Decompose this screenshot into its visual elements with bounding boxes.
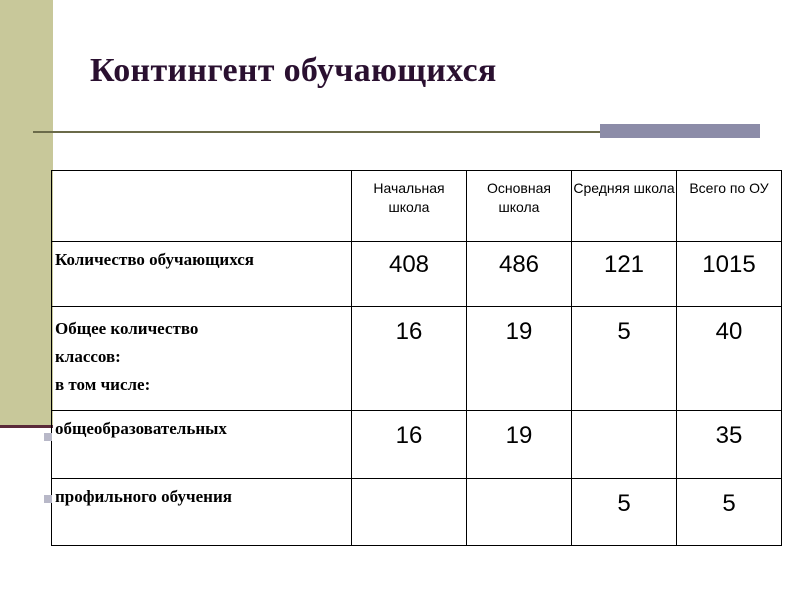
cell-value: 19 [467, 411, 572, 479]
cell-value: 5 [572, 479, 677, 546]
row-label-line: Общее количество [55, 319, 199, 338]
table-header-row [52, 171, 782, 242]
row-label-text: общеобразовательных [55, 419, 227, 438]
row-label-text: профильного обучения [55, 487, 232, 506]
cell-value: 35 [677, 411, 782, 479]
cell-value: 5 [572, 307, 677, 411]
cell-value [467, 479, 572, 546]
cell-value: 1015 [677, 242, 782, 307]
header-basic-school: Основная школа [467, 171, 572, 242]
cell-value [352, 479, 467, 546]
row-label-line: в том числе: [55, 375, 151, 394]
contingent-table [51, 170, 782, 546]
cell-value: 5 [677, 479, 782, 546]
cell-value: 408 [352, 242, 467, 307]
row-label-profile-education [52, 479, 352, 546]
cell-value: 16 [352, 411, 467, 479]
table-row [52, 307, 782, 411]
side-accent-bar [0, 0, 53, 427]
cell-value: 16 [352, 307, 467, 411]
cell-value: 40 [677, 307, 782, 411]
header-secondary-school: Средняя школа [572, 171, 677, 242]
table-row [52, 479, 782, 546]
title-underline-block [600, 124, 760, 138]
row-label-general-education [52, 411, 352, 479]
bullet-icon [44, 433, 52, 441]
page-title: Контингент обучающихся [90, 52, 497, 89]
row-label-classes-count [52, 307, 352, 411]
cell-value: 19 [467, 307, 572, 411]
bullet-icon [44, 495, 52, 503]
side-accent-line [0, 425, 53, 428]
cell-value [572, 411, 677, 479]
header-total: Всего по ОУ [677, 171, 782, 242]
table-row [52, 411, 782, 479]
header-primary-school: Начальная школа [352, 171, 467, 242]
header-empty-cell [52, 171, 352, 242]
table-row [52, 242, 782, 307]
cell-value: 121 [572, 242, 677, 307]
cell-value: 486 [467, 242, 572, 307]
row-label-students-count: Количество обучающихся [52, 242, 352, 307]
row-label-line: классов: [55, 347, 121, 366]
